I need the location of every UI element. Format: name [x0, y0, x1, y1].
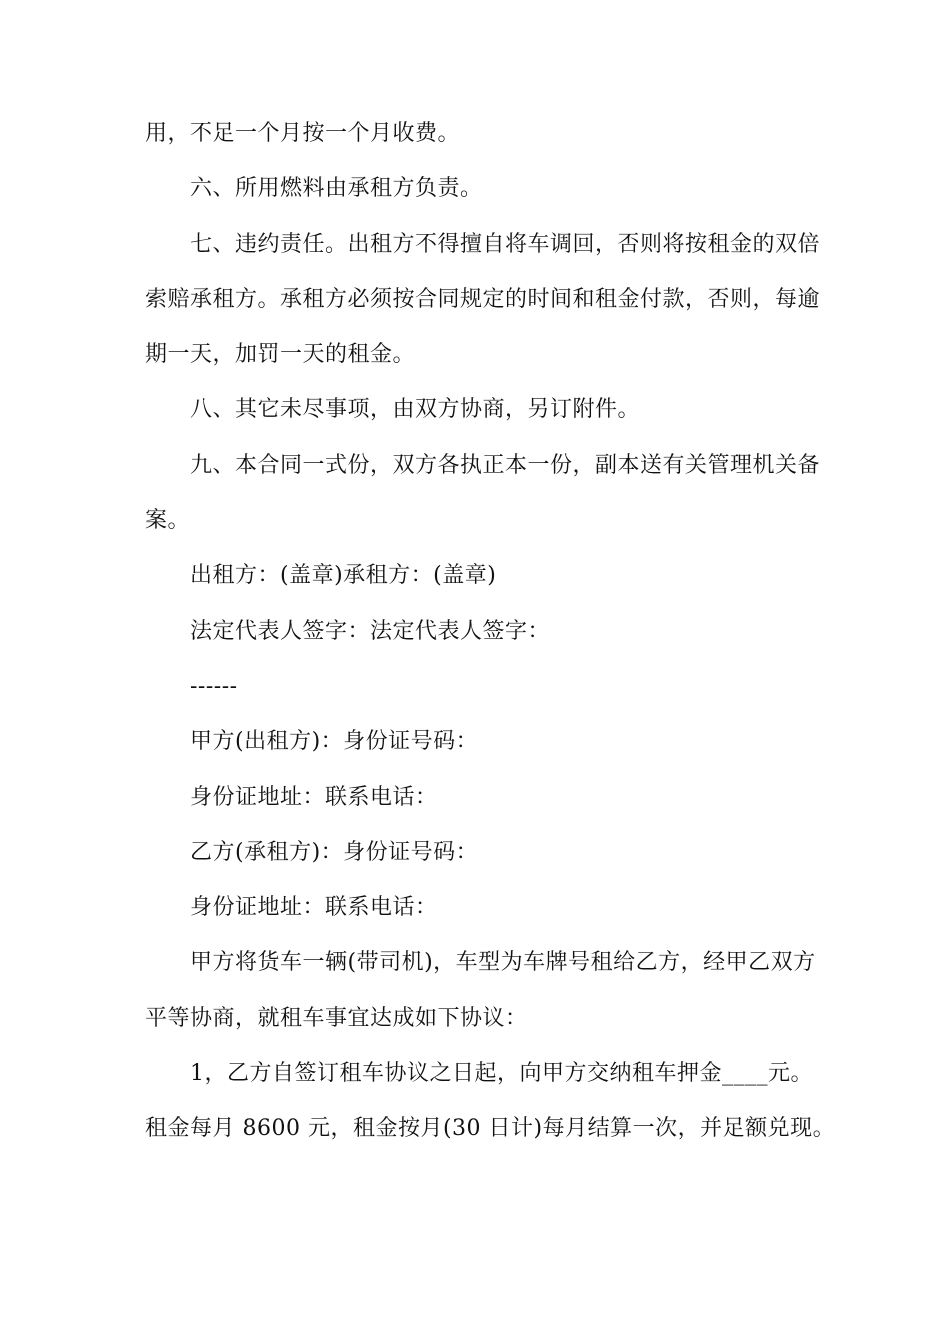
text-line: 平等协商，就租车事宜达成如下协议： [145, 1005, 528, 1031]
text-line: 法定代表人签字：法定代表人签字： [190, 618, 551, 644]
text-line: 案。 [145, 508, 191, 534]
text-line: 索赔承租方。承租方必须按合同规定的时间和租金付款，否则，每逾 [145, 286, 821, 312]
separator-line: ------ [190, 673, 238, 699]
text-line: 甲方(出租方)：身份证号码： [190, 729, 479, 755]
text-line: 乙方(承租方)：身份证号码： [190, 839, 479, 865]
text-line: 八、其它未尽事项，由双方协商，另订附件。 [190, 397, 641, 423]
text-line: 六、所用燃料由承租方负责。 [190, 176, 483, 202]
text-line: 期一天，加罚一天的租金。 [145, 342, 416, 368]
text-line: 身份证地址：联系电话： [190, 784, 438, 810]
text-line: 1，乙方自签订租车协议之日起，向甲方交纳租车押金____元。 [190, 1061, 813, 1087]
text-line: 七、违约责任。出租方不得擅自将车调回，否则将按租金的双倍 [190, 231, 821, 257]
text-line: 身份证地址：联系电话： [190, 895, 438, 921]
text-line: 甲方将货车一辆(带司机)，车型为车牌号租给乙方，经甲乙双方 [190, 950, 816, 976]
text-line: 用，不足一个月按一个月收费。 [145, 121, 461, 146]
text-line: 九、本合同一式份，双方各执正本一份，副本送有关管理机关备 [190, 452, 821, 478]
text-line: 出租方：(盖章)承租方：(盖章) [190, 563, 497, 589]
document-body [145, 106, 836, 1157]
text-line: 租金每月 8600 元，租金按月(30 日计)每月结算一次，并足额兑现。 [145, 1116, 836, 1142]
